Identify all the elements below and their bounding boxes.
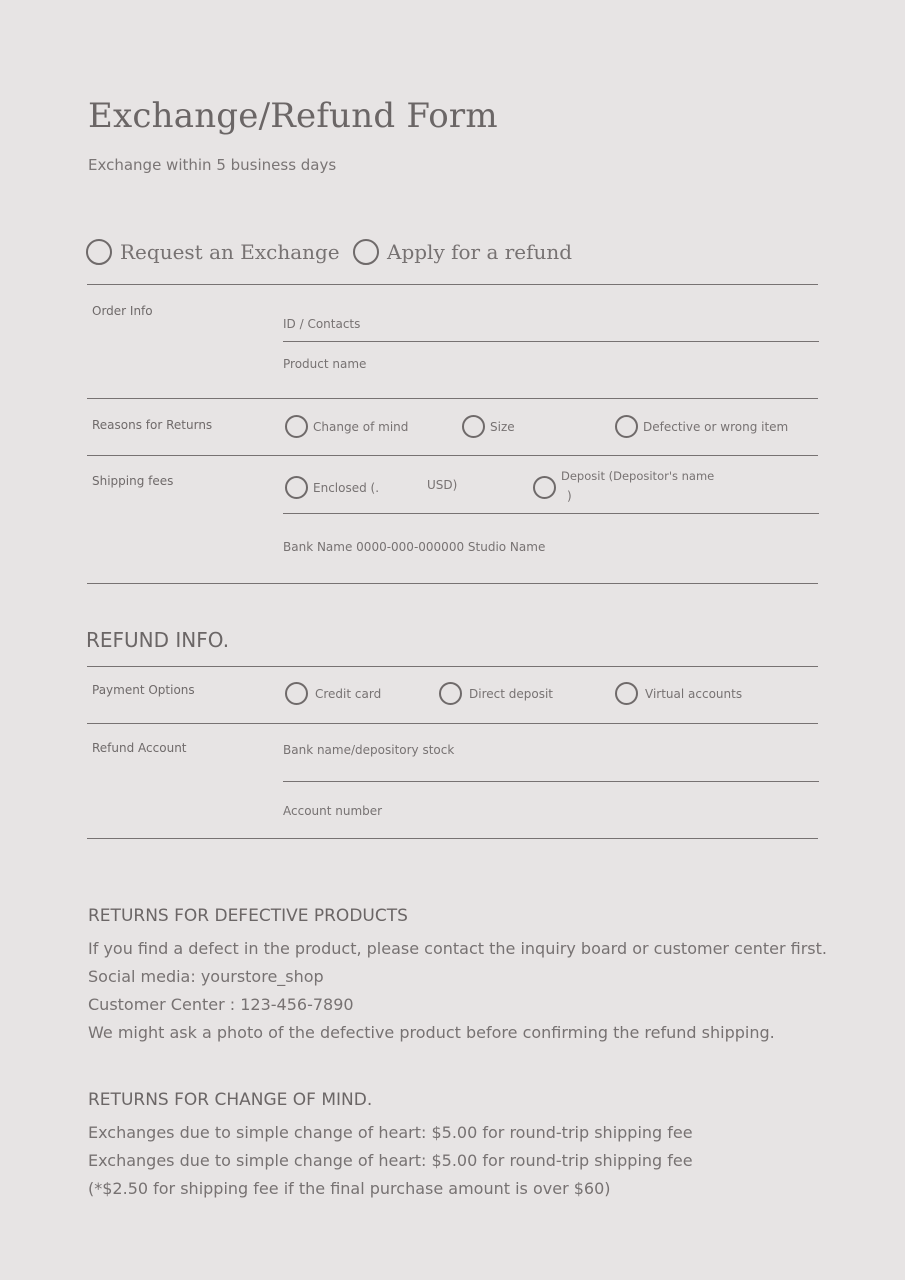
reasons-label: Reasons for Returns xyxy=(92,418,213,432)
divider xyxy=(87,838,818,839)
defective-text xyxy=(88,935,827,1047)
deposit-label: Deposit (Depositor's name xyxy=(561,469,715,483)
divider xyxy=(87,723,818,724)
order-info-label: Order Info xyxy=(92,304,153,318)
shipping-enclosed-option[interactable] xyxy=(285,476,379,499)
change-of-mind-line: Exchanges due to simple change of heart: $5.00 for round-trip shipping fee xyxy=(88,1151,693,1170)
page-title: Exchange/Refund Form xyxy=(88,96,498,136)
payment-option-label: Direct deposit xyxy=(469,686,553,701)
deposit-close: ) xyxy=(567,489,572,503)
refund-account-label: Refund Account xyxy=(92,741,187,755)
payment-credit-card[interactable] xyxy=(285,682,381,705)
change-of-mind-radio[interactable] xyxy=(285,415,308,438)
field-underline xyxy=(283,341,819,342)
payment-virtual-accounts[interactable] xyxy=(615,682,742,705)
defective-line: Social media: yourstore_shop xyxy=(88,967,324,986)
deposit-radio[interactable] xyxy=(533,476,556,499)
payment-option-label: Virtual accounts xyxy=(645,686,743,701)
shipping-label: Shipping fees xyxy=(92,474,174,488)
field-underline xyxy=(283,513,819,514)
direct-deposit-radio[interactable] xyxy=(439,682,462,705)
page-subtitle: Exchange within 5 business days xyxy=(88,156,337,174)
defective-line: If you find a defect in the product, please contact the inquiry board or customer center first. xyxy=(88,939,827,958)
deposit-option[interactable] xyxy=(533,476,556,503)
defective-line: Customer Center : 123-456-7890 xyxy=(88,995,354,1014)
divider xyxy=(87,398,818,399)
refund-radio[interactable] xyxy=(353,239,379,265)
refund-option[interactable] xyxy=(353,237,572,267)
product-name-field[interactable]: Product name xyxy=(283,357,367,371)
field-underline xyxy=(283,781,819,782)
refund-option-label: Apply for a refund xyxy=(387,240,573,264)
id-contacts-field[interactable]: ID / Contacts xyxy=(283,317,361,331)
reason-defective[interactable] xyxy=(615,415,788,438)
bank-name-field[interactable]: Bank name/depository stock xyxy=(283,743,455,757)
change-of-mind-line: (*$2.50 for shipping fee if the final purchase amount is over $60) xyxy=(88,1179,611,1198)
reason-option-label: Change of mind xyxy=(313,419,409,434)
enclosed-prefix: Enclosed (. xyxy=(313,480,380,495)
credit-card-radio[interactable] xyxy=(285,682,308,705)
defective-heading: RETURNS FOR DEFECTIVE PRODUCTS xyxy=(88,906,408,926)
exchange-option-label: Request an Exchange xyxy=(120,240,340,264)
change-of-mind-heading: RETURNS FOR CHANGE OF MIND. xyxy=(88,1090,373,1110)
account-number-field[interactable]: Account number xyxy=(283,804,383,818)
refund-info-heading: REFUND INFO. xyxy=(86,628,230,652)
enclosed-suffix: USD) xyxy=(427,478,458,492)
bank-info: Bank Name 0000-000-000000 Studio Name xyxy=(283,540,546,554)
payment-option-label: Credit card xyxy=(315,686,382,701)
reason-change-of-mind[interactable] xyxy=(285,415,408,438)
enclosed-radio[interactable] xyxy=(285,476,308,499)
payment-direct-deposit[interactable] xyxy=(439,682,553,705)
defective-radio[interactable] xyxy=(615,415,638,438)
exchange-radio[interactable] xyxy=(86,239,112,265)
reason-option-label: Defective or wrong item xyxy=(643,419,789,434)
payment-options-label: Payment Options xyxy=(92,683,195,697)
divider xyxy=(87,284,818,285)
virtual-accounts-radio[interactable] xyxy=(615,682,638,705)
change-of-mind-text xyxy=(88,1119,693,1203)
divider xyxy=(87,455,818,456)
change-of-mind-line: Exchanges due to simple change of heart: $5.00 for round-trip shipping fee xyxy=(88,1123,693,1142)
reason-option-label: Size xyxy=(490,419,515,434)
exchange-option[interactable] xyxy=(86,237,340,267)
divider xyxy=(87,666,818,667)
reason-size[interactable] xyxy=(462,415,515,438)
divider xyxy=(87,583,818,584)
size-radio[interactable] xyxy=(462,415,485,438)
defective-line: We might ask a photo of the defective product before confirming the refund shipping. xyxy=(88,1023,775,1042)
